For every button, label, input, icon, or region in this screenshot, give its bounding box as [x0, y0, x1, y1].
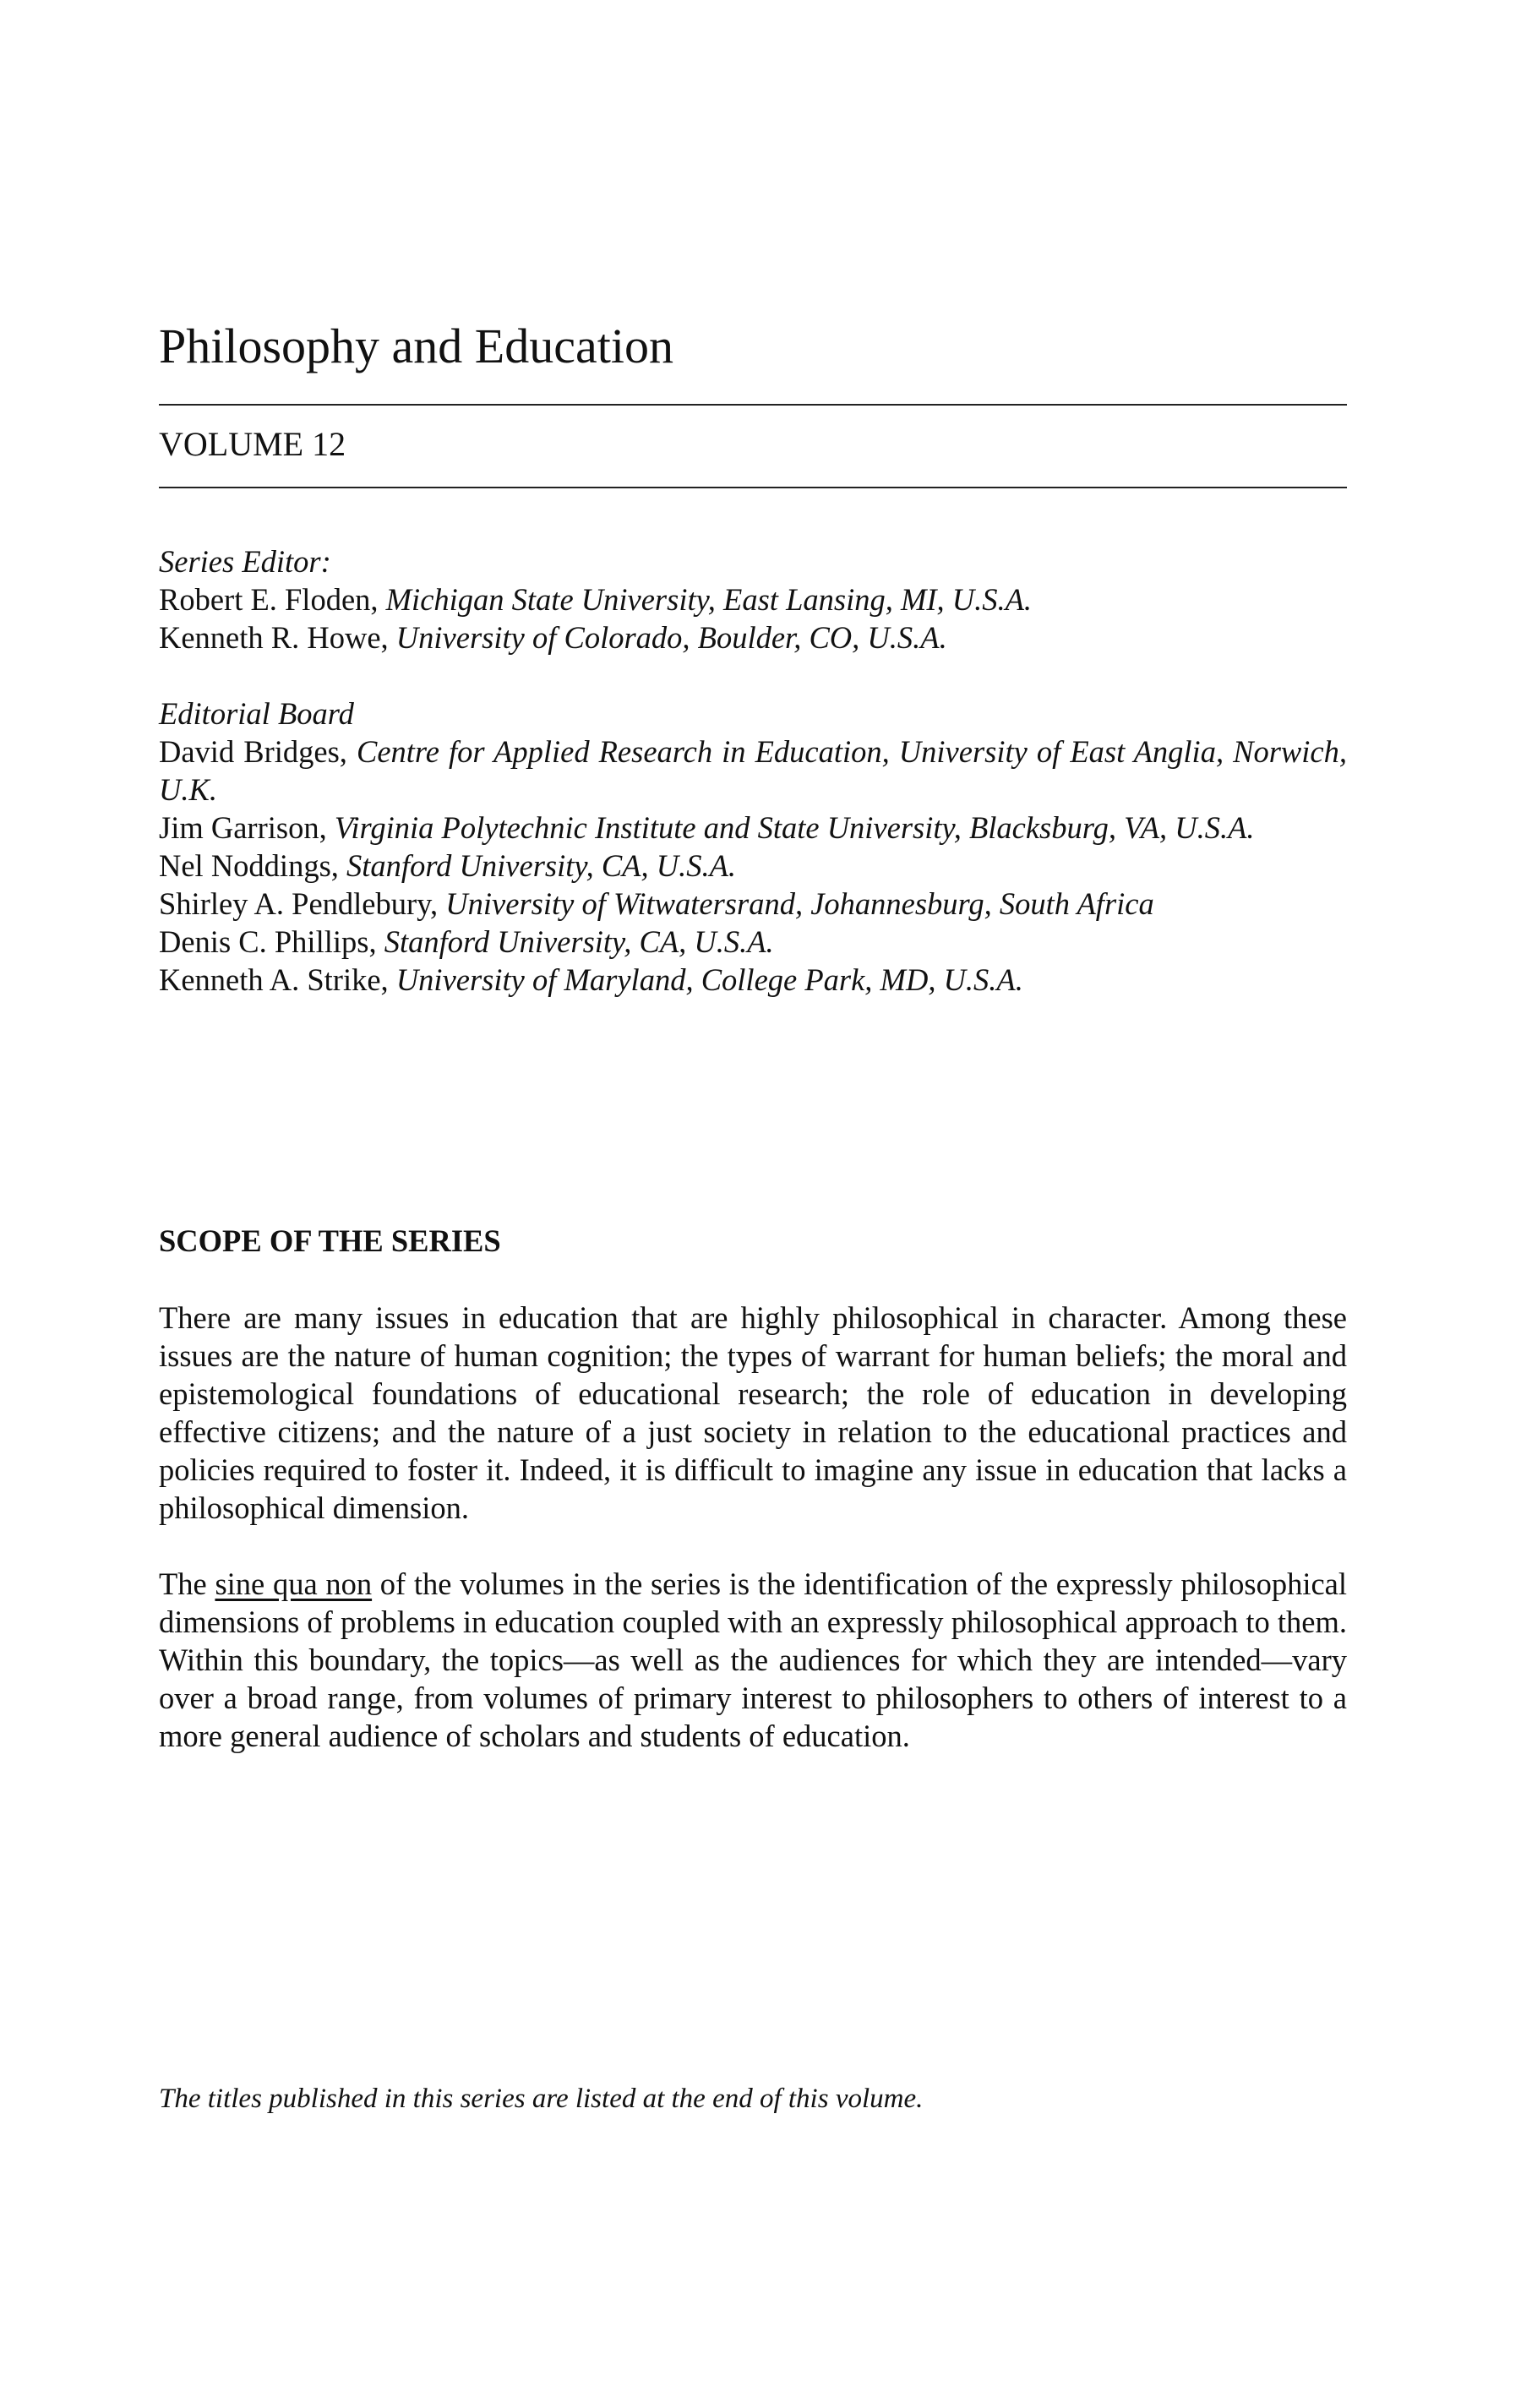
editor-name: Kenneth R. Howe, [159, 620, 396, 655]
board-member-name: Denis C. Phillips, [159, 924, 384, 959]
board-member-name: Jim Garrison, [159, 810, 335, 845]
board-member-affiliation: University of Maryland, College Park, MD, U.S.A. [395, 962, 1023, 997]
editorial-board-heading: Editorial Board [159, 696, 354, 731]
board-member-affiliation: Stanford University, CA, U.S.A. [384, 924, 774, 959]
board-member-entry [159, 923, 1347, 961]
board-member-affiliation: Stanford University, CA, U.S.A. [346, 848, 736, 883]
paragraph-rest: of the volumes in the series is the identification of the expressly philosophical dimensions of problems in education coupled with an expressly philosophical approach to them. Within this boundary, the topics—as well as the audiences for which they are intended—vary over a broad range, from volumes of primary interest to philosophers to others of interest to a more general audience of scholars and students of education. [159, 1566, 1348, 1753]
editor-affiliation: University of Colorado, Boulder, CO, U.S.A. [395, 620, 947, 655]
board-member-affiliation: Centre for Applied Research in Education, University of East Anglia, Norwich, U.K. [159, 734, 1347, 807]
board-member-name: Nel Noddings, [159, 848, 347, 883]
board-member-name: Shirley A. Pendlebury, [159, 886, 446, 921]
scope-heading: SCOPE OF THE SERIES [159, 1223, 501, 1258]
editor-affiliation: Michigan State University, East Lansing, MI, U.S.A. [385, 582, 1033, 617]
bottom-divider [159, 487, 1347, 488]
board-member-entry [159, 961, 1347, 999]
editorial-board-section [159, 695, 1347, 999]
board-member-entry [159, 809, 1347, 847]
board-member-entry [159, 885, 1347, 923]
board-member-entry [159, 733, 1347, 809]
board-member-name: Kenneth A. Strike, [159, 962, 396, 997]
board-member-entry [159, 847, 1347, 885]
scope-paragraph-2 [159, 1565, 1347, 1755]
series-editor-section [159, 542, 1347, 656]
series-editor-entry [159, 618, 1347, 656]
volume-label: VOLUME 12 [159, 425, 346, 463]
series-editor-heading: Series Editor: [159, 544, 331, 579]
board-member-affiliation: Virginia Polytechnic Institute and State University, Blacksburg, VA, U.S.A. [334, 810, 1255, 845]
series-editor-entry [159, 580, 1347, 618]
board-member-affiliation: University of Witwatersrand, Johannesburg, South Africa [445, 886, 1154, 921]
top-divider [159, 404, 1347, 406]
series-footnote: The titles published in this series are listed at the end of this volume. [159, 2084, 924, 2114]
underlined-term: sine qua non [215, 1566, 373, 1601]
series-title: Philosophy and Education [159, 319, 673, 373]
scope-paragraph-1: There are many issues in education that are highly philosophical in character. Among these issues are the nature of human cognition; the types of warrant for human beliefs; the moral and epistemological foundations of educational research; the role of education in developing effective citizens; and the nature of a just society in relation to the educational practices and policies required to foster it. Indeed, it is difficult to imagine any issue in education that lacks a philosophical dimension. [159, 1300, 1347, 1525]
board-member-name: David Bridges, [159, 734, 357, 769]
editor-name: Robert E. Floden, [159, 582, 386, 617]
paragraph-lead: The [159, 1566, 215, 1601]
